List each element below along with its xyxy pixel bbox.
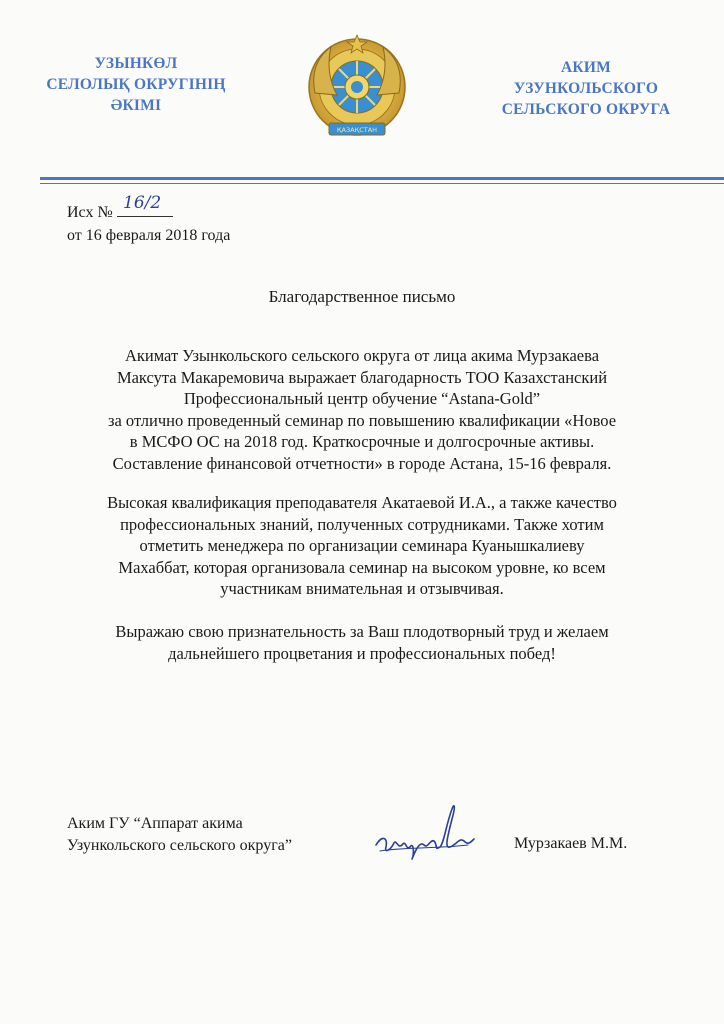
body-paragraph-3: [60, 621, 664, 664]
header-divider-thick: [40, 177, 724, 180]
body-line: Махаббат, которая организовала семинар на высоком уровне, ко всем: [118, 557, 606, 577]
header-right-line: СЕЛЬСКОГО ОКРУГА: [501, 101, 671, 118]
reference-date: от 16 февраля 2018 года: [67, 227, 231, 244]
body-line: Акимат Узынкольского сельского округа от лица акима Мурзакаева: [124, 346, 600, 365]
signatory-position: [67, 813, 292, 857]
body-line: в МСФО ОС на 2018 год. Краткосрочные и долгосрочные активы.: [129, 432, 595, 452]
body-line: Максута Макаремовича выражает благодарность ТОО Казахстанский: [116, 367, 608, 387]
signatory-position-line: Аким ГУ “Аппарат акима: [67, 815, 243, 832]
body-paragraph-2: [60, 492, 664, 600]
outgoing-reference: [67, 193, 231, 247]
body-line: профессиональных знаний, полученных сотрудниками. Также хотим: [120, 514, 604, 534]
body-line: участникам внимательная и отзывчивая.: [220, 579, 504, 599]
header-right-line: УЗУНКОЛЬСКОГО: [513, 80, 659, 97]
signatory-name: Мурзакаев М.М.: [514, 835, 628, 852]
header-divider-thin: [40, 183, 724, 184]
handwritten-signature-icon: [372, 795, 477, 865]
reference-number: 16/2: [122, 193, 161, 213]
letter-title: Благодарственное письмо: [268, 287, 456, 306]
signatory-position-line: Узункольского сельского округа”: [67, 837, 292, 854]
body-line: Высокая квалификация преподавателя Акатаевой И.А., а также качество: [107, 493, 617, 512]
kazakhstan-state-emblem-icon: [301, 33, 413, 145]
body-line: Составление финансовой отчетности» в городе Астана, 15-16 февраля.: [112, 453, 612, 473]
body-line: дальнейшего процветания и профессиональных побед!: [168, 643, 556, 663]
reference-prefix: Исх №: [67, 204, 113, 221]
body-line: отметить менеджера по организации семинара Куанышкалиеву: [139, 536, 585, 556]
emblem-banner-text: ҚАЗАҚСТАН: [336, 126, 378, 134]
reference-number-field: [117, 193, 173, 217]
body-line: за отлично проведенный семинар по повышению квалификации «Новое: [107, 410, 617, 430]
header-left-line: УЗЫНКӨЛ: [94, 55, 178, 72]
body-line: Профессиональный центр обучение “Astana-Gold”: [183, 389, 541, 409]
header-left-kazakh: [20, 53, 252, 116]
body-line: Выражаю свою признательность за Ваш плодотворный труд и желаем: [115, 622, 609, 641]
body-paragraph-1: [60, 345, 664, 475]
header-right-russian: [468, 57, 704, 120]
header-right-line: АКИМ: [561, 59, 611, 76]
header-left-line: ӘКІМІ: [110, 97, 162, 114]
header-left-line: СЕЛОЛЫҚ ОКРУГІНІҢ: [46, 76, 226, 93]
